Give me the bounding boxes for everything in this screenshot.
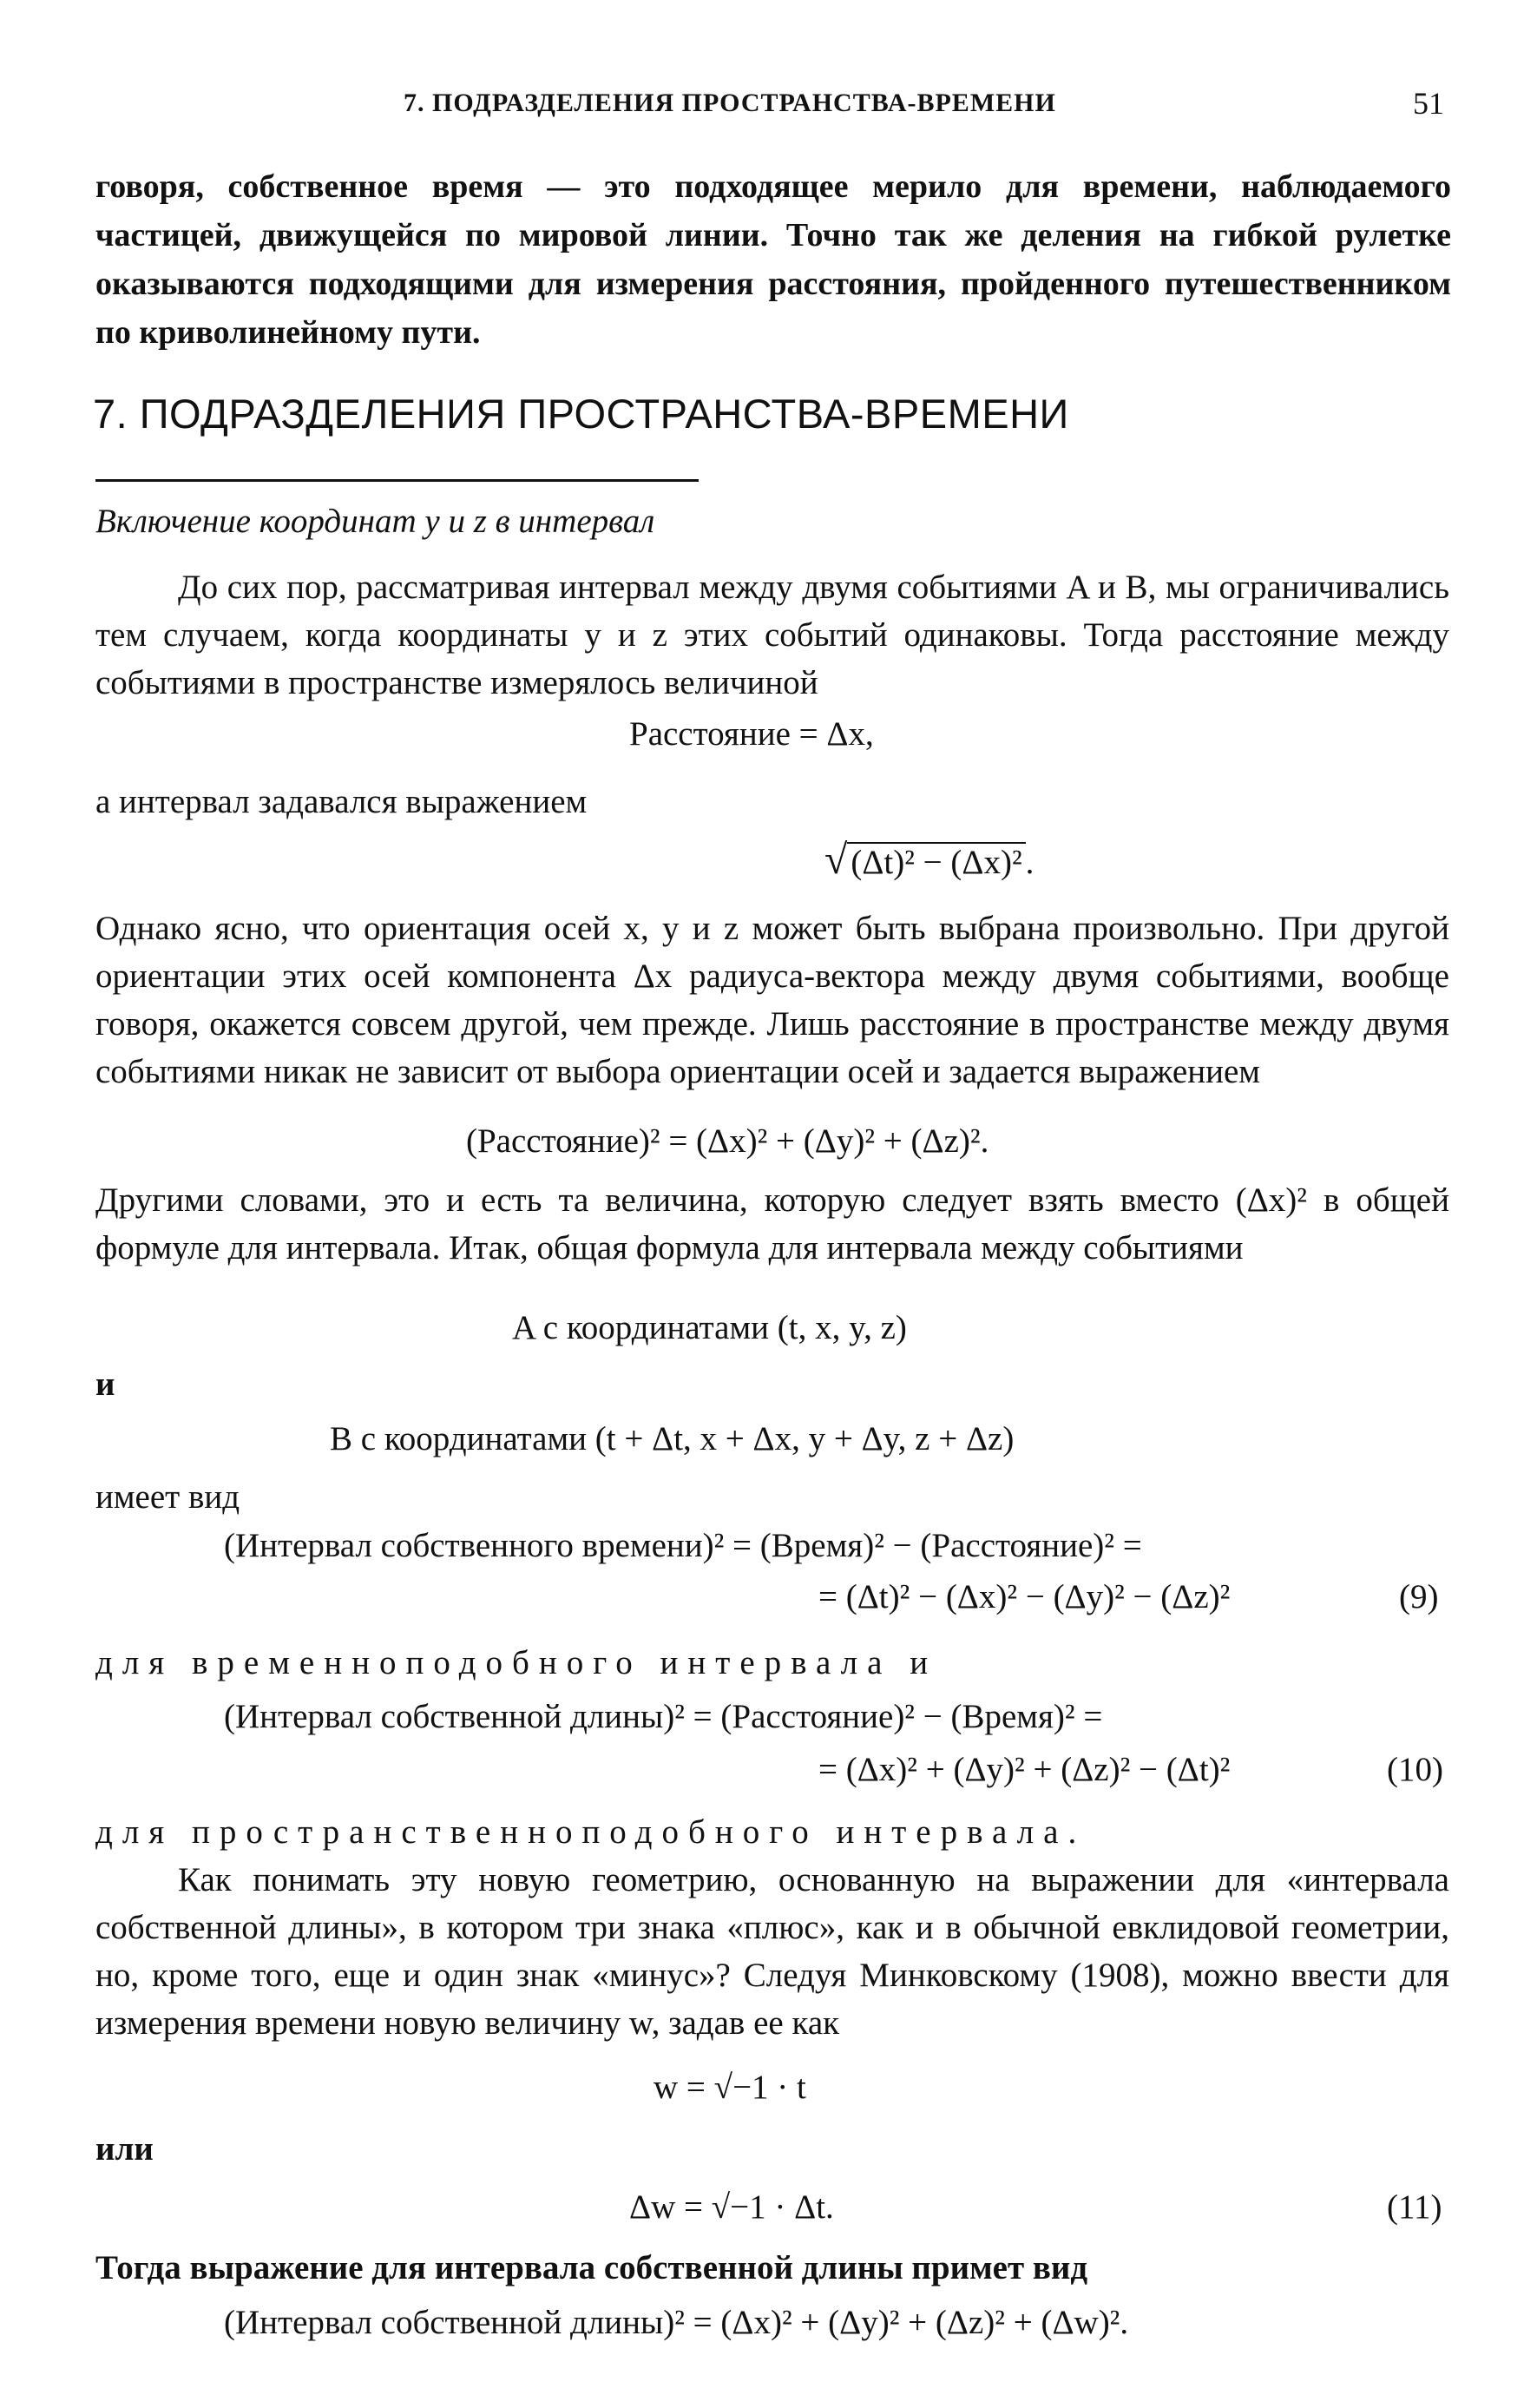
spacelike-label: для пространственноподобного интервала. xyxy=(95,1813,1087,1851)
equation-w: w = √−1 · t xyxy=(654,2069,806,2106)
conjunction-or: или xyxy=(95,2130,154,2168)
equation-final: (Интервал собственной длины)² = (Δx)² + (Δy)² + (Δz)² + (Δw)². xyxy=(224,2304,1129,2341)
paragraph-5: Как понимать эту новую геометрию, основанную на выражении для «интервала собственной длины», в котором три знака «плюс», как и в обычной евклидовой геометрии, но, кроме того, еще и один знак «минус»? Следуя Минковскому (1908), можно ввести для измерения времени новую величину w, задав ее как xyxy=(95,1861,1449,2042)
conjunction-and: и xyxy=(95,1365,115,1403)
interval-period: . xyxy=(1025,844,1035,881)
equation-distance: Расстояние = Δx, xyxy=(629,715,874,753)
timelike-label: для временноподобного интервала и xyxy=(95,1644,938,1681)
paragraph-6: Тогда выражение для интервала собственной длины примет вид xyxy=(95,2249,1088,2286)
event-b-coords: B с координатами (t + Δt, x + Δx, y + Δy, z + Δz) xyxy=(330,1420,1015,1457)
page-number: 51 xyxy=(1413,86,1444,121)
running-header: 7. ПОДРАЗДЕЛЕНИЯ ПРОСТРАНСТВА-ВРЕМЕНИ xyxy=(404,89,1056,117)
has-form-label: имеет вид xyxy=(95,1478,240,1516)
paragraph-4: Другими словами, это и есть та величина, которую следует взять вместо (Δx)² в общей формуле для интервала. Итак, общая формула для интервала между событиями xyxy=(95,1181,1449,1267)
equation-10-number: (10) xyxy=(1387,1751,1443,1788)
equation-10-line-1: (Интервал собственной длины)² = (Расстояние)² − (Время)² = xyxy=(224,1698,1103,1735)
equation-9-line-2: = (Δt)² − (Δx)² − (Δy)² − (Δz)² xyxy=(818,1578,1231,1615)
equation-11-number: (11) xyxy=(1387,2188,1442,2226)
equation-11: Δw = √−1 · Δt. xyxy=(629,2188,834,2226)
section-title: 7. ПОДРАЗДЕЛЕНИЯ ПРОСТРАНСТВА-ВРЕМЕНИ xyxy=(93,391,1069,437)
radical-sign: √ xyxy=(824,837,848,883)
radicand: (Δt)² − (Δx)² xyxy=(847,842,1025,881)
intro-paragraph: говоря, собственное время — это подходящее мерило для времени, наблюдаемого частицей, движущейся по мировой линии. Точно так же деления на гибкой рулетке оказываются подходящими для измерения расстояния, пройденного путешественником по криволинейному пути. xyxy=(95,168,1451,351)
equation-9-number: (9) xyxy=(1399,1578,1439,1615)
equation-9-line-1: (Интервал собственного времени)² = (Время)² − (Расстояние)² = xyxy=(224,1527,1142,1564)
event-a-coords: A с координатами (t, x, y, z) xyxy=(512,1309,907,1346)
section-rule xyxy=(95,479,699,482)
equation-10-line-2: = (Δx)² + (Δy)² + (Δz)² − (Δt)² xyxy=(818,1751,1231,1788)
subsection-title: Включение координат y и z в интервал xyxy=(95,503,655,540)
equation-interval xyxy=(824,836,1034,884)
paragraph-3: Однако ясно, что ориентация осей x, y и z может быть выбрана произвольно. При другой ориентации этих осей компонента Δx радиуса-вектора между двумя событиями, вообще говоря, окажется совсем другой, чем прежде. Лишь расстояние в пространстве между двумя событиями никак не зависит от выбора ориентации осей и задается выражением xyxy=(95,910,1449,1090)
equation-distance-squared: (Расстояние)² = (Δx)² + (Δy)² + (Δz)². xyxy=(466,1122,989,1160)
paragraph-2: а интервал задавался выражением xyxy=(95,783,588,820)
paragraph-1: До сих пор, рассматривая интервал между двумя событиями A и B, мы ограничивались тем случаем, когда координаты y и z этих событий одинаковы. Тогда расстояние между событиями в пространстве измерялось величиной xyxy=(95,569,1449,701)
